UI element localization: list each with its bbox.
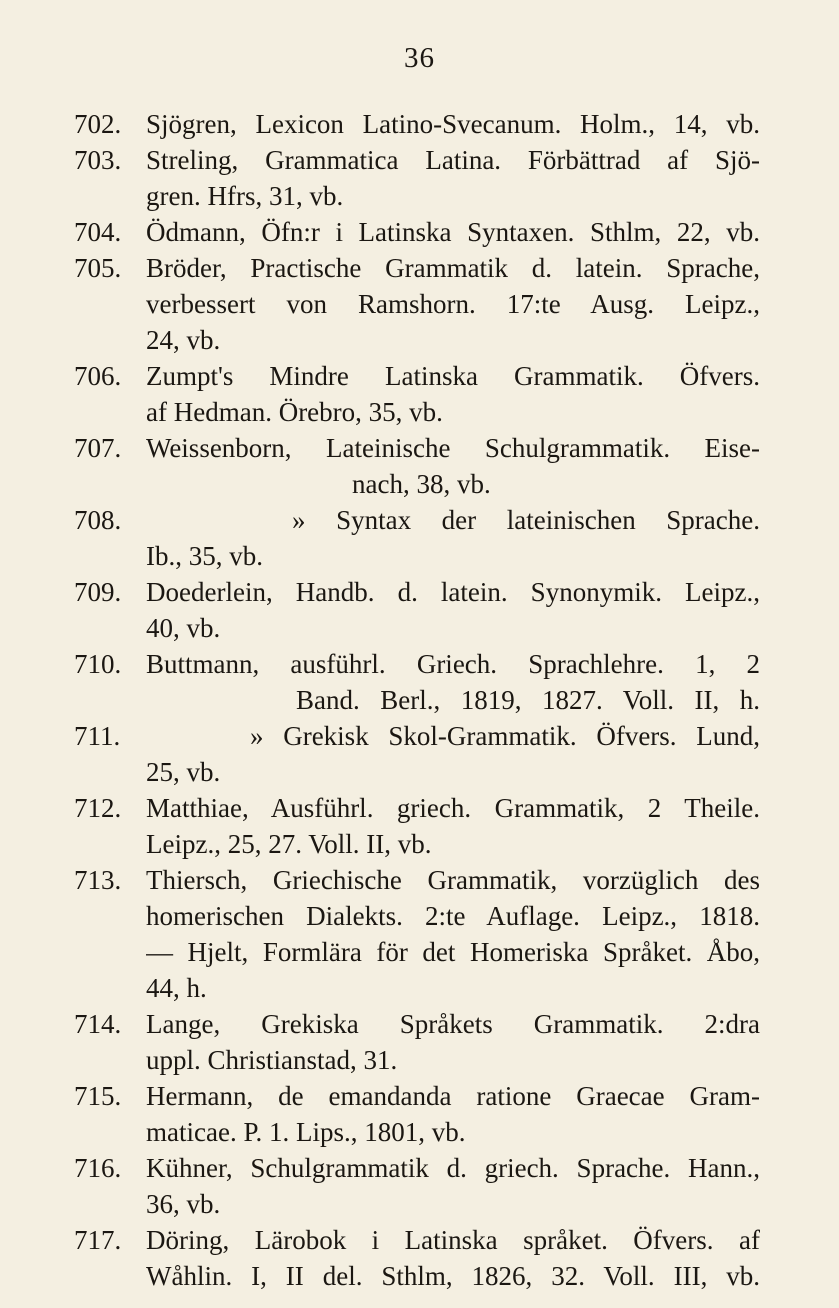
entry-line: Wåhlin. I, II del. Sthlm, 1826, 32. Voll. III, vb. <box>146 1261 760 1292</box>
entry-line: Bröder, Practische Grammatik d. latein. Sprache, <box>146 253 760 283</box>
entry-line: » Syntax der lateinischen Sprache. <box>292 505 760 535</box>
entry-line: Lange, Grekiska Språkets Grammatik. 2:dra <box>146 1009 760 1039</box>
entry-number: 713. <box>74 865 122 895</box>
entry-number: 714. <box>74 1009 122 1039</box>
entry-line: 24, vb. <box>146 325 221 356</box>
entry-number: 703. <box>74 145 122 175</box>
entry-line: homerischen Dialekts. 2:te Auflage. Leipz., 1818. <box>146 901 760 932</box>
entry-line: — Hjelt, Formlära för det Homeriska Språket. Åbo, <box>146 937 760 968</box>
entry-line: Thiersch, Griechische Grammatik, vorzüglich des <box>146 865 760 895</box>
entry-line: Zumpt's Mindre Latinska Grammatik. Öfvers. <box>146 361 760 391</box>
entry-line: Sjögren, Lexicon Latino-Svecanum. Holm., 14, vb. <box>146 109 760 139</box>
entry-line: nach, 38, vb. <box>352 469 491 500</box>
entry-line: 40, vb. <box>146 613 221 644</box>
entry-number: 702. <box>74 109 122 139</box>
entry-number: 712. <box>74 793 122 823</box>
page-number: 36 <box>404 42 435 74</box>
entry-line: Matthiae, Ausführl. griech. Grammatik, 2 Theile. <box>146 793 760 823</box>
entry-number: 710. <box>74 649 122 679</box>
entry-number: 708. <box>74 505 122 535</box>
entry-line: 25, vb. <box>146 757 221 788</box>
entry-line: Buttmann, ausführl. Griech. Sprachlehre. 1, 2 <box>146 649 760 679</box>
entry-line: Weissenborn, Lateinische Schulgrammatik. Eise- <box>146 433 760 463</box>
entry-line: Hermann, de emandanda ratione Graecae Gram- <box>146 1081 760 1111</box>
entry-number: 706. <box>74 361 122 391</box>
entry-line: 36, vb. <box>146 1189 221 1220</box>
entry-line: af Hedman. Örebro, 35, vb. <box>146 397 443 428</box>
entry-line: » Grekisk Skol-Grammatik. Öfvers. Lund, <box>250 721 760 751</box>
entry-line: maticae. P. 1. Lips., 1801, vb. <box>146 1117 466 1148</box>
entry-line: gren. Hfrs, 31, vb. <box>146 181 344 212</box>
entry-line: Ödmann, Öfn:r i Latinska Syntaxen. Sthlm, 22, vb. <box>146 217 760 247</box>
entry-line: Band. Berl., 1819, 1827. Voll. II, h. <box>296 685 760 716</box>
entry-number: 707. <box>74 433 122 463</box>
entry-line: Ib., 35, vb. <box>146 541 263 572</box>
entry-line: 44, h. <box>146 973 207 1004</box>
entry-line: Döring, Lärobok i Latinska språket. Öfvers. af <box>146 1225 760 1255</box>
entry-number: 717. <box>74 1225 122 1255</box>
entry-number: 715. <box>74 1081 122 1111</box>
entry-line: Doederlein, Handb. d. latein. Synonymik. Leipz., <box>146 577 760 607</box>
entry-number: 705. <box>74 253 122 283</box>
entry-number: 716. <box>74 1153 122 1183</box>
entry-number: 709. <box>74 577 122 607</box>
entry-number: 711. <box>74 721 121 751</box>
entry-line: Kühner, Schulgrammatik d. griech. Sprache. Hann., <box>146 1153 760 1183</box>
entry-line: verbessert von Ramshorn. 17:te Ausg. Leipz., <box>146 289 760 320</box>
entry-number: 704. <box>74 217 122 247</box>
entry-line: Streling, Grammatica Latina. Förbättrad af Sjö- <box>146 145 760 175</box>
entry-line: Leipz., 25, 27. Voll. II, vb. <box>146 829 432 860</box>
entry-line: uppl. Christianstad, 31. <box>146 1045 398 1076</box>
